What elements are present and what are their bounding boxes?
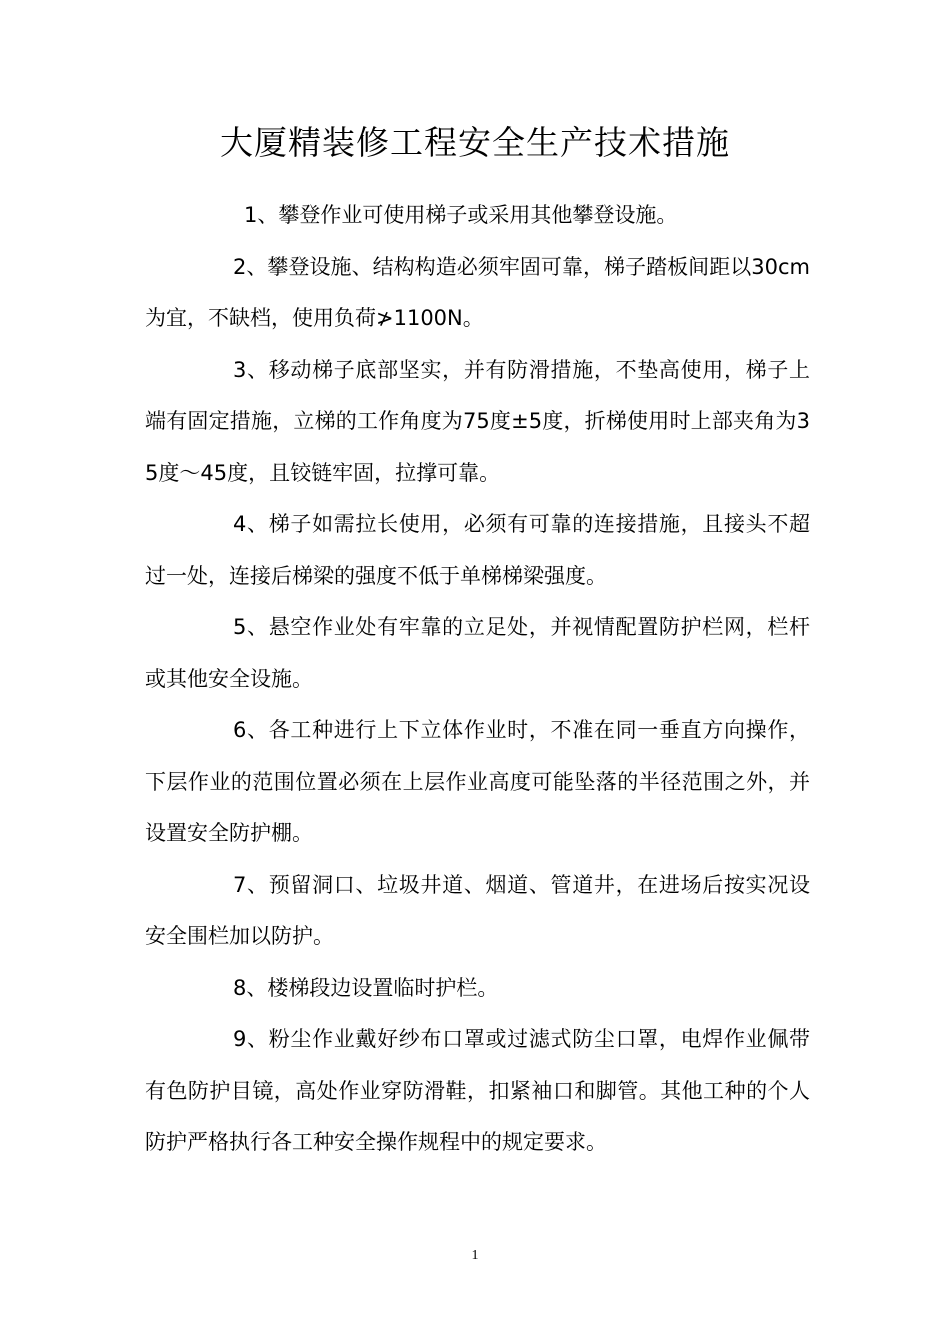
paragraph-9: 9、粉尘作业戴好纱布口罩或过滤式防尘口罩，电焊作业佩带有色防护目镜，高处作业穿防滑鞋，扣紧袖口和脚管。其他工种的个人防护严格执行各工种安全操作规程中的规定要求。	[145, 1027, 810, 1154]
document-body	[145, 190, 810, 1169]
paragraph-6: 6、各工种进行上下立体作业时，不准在同一垂直方向操作，下层作业的范围位置必须在上层作业高度可能坠落的半径范围之外，并设置安全防护棚。	[145, 718, 810, 845]
paragraph-5: 5、悬空作业处有牢靠的立足处，并视情配置防护栏网，栏杆或其他安全设施。	[145, 615, 810, 691]
paragraph-7: 7、预留洞口、垃圾井道、烟道、管道井，在进场后按实况设安全围栏加以防护。	[145, 872, 810, 948]
paragraph-8: 8、楼梯段边设置临时护栏。	[233, 975, 499, 1000]
paragraph-3: 3、移动梯子底部坚实，并有防滑措施，不垫高使用，梯子上端有固定措施，立梯的工作角度为75度±5度，折梯使用时上部夹角为35度～45度，且铰链牢固，拉撑可靠。	[145, 357, 810, 485]
paragraph-1: 1、攀登作业可使用梯子或采用其他攀登设施。	[244, 203, 678, 227]
paragraph-4: 4、梯子如需拉长使用，必须有可靠的连接措施，且接头不超过一处，连接后梯梁的强度不低于单梯梯梁强度。	[145, 512, 810, 588]
paragraph-2: 2、攀登设施、结构构造必须牢固可靠，梯子踏板间距以30cm为宜，不缺档，使用负荷≯1100N。	[145, 254, 810, 330]
page-number: 1	[471, 1248, 479, 1263]
document-title: 大厦精装修工程安全生产技术措施	[220, 123, 730, 162]
